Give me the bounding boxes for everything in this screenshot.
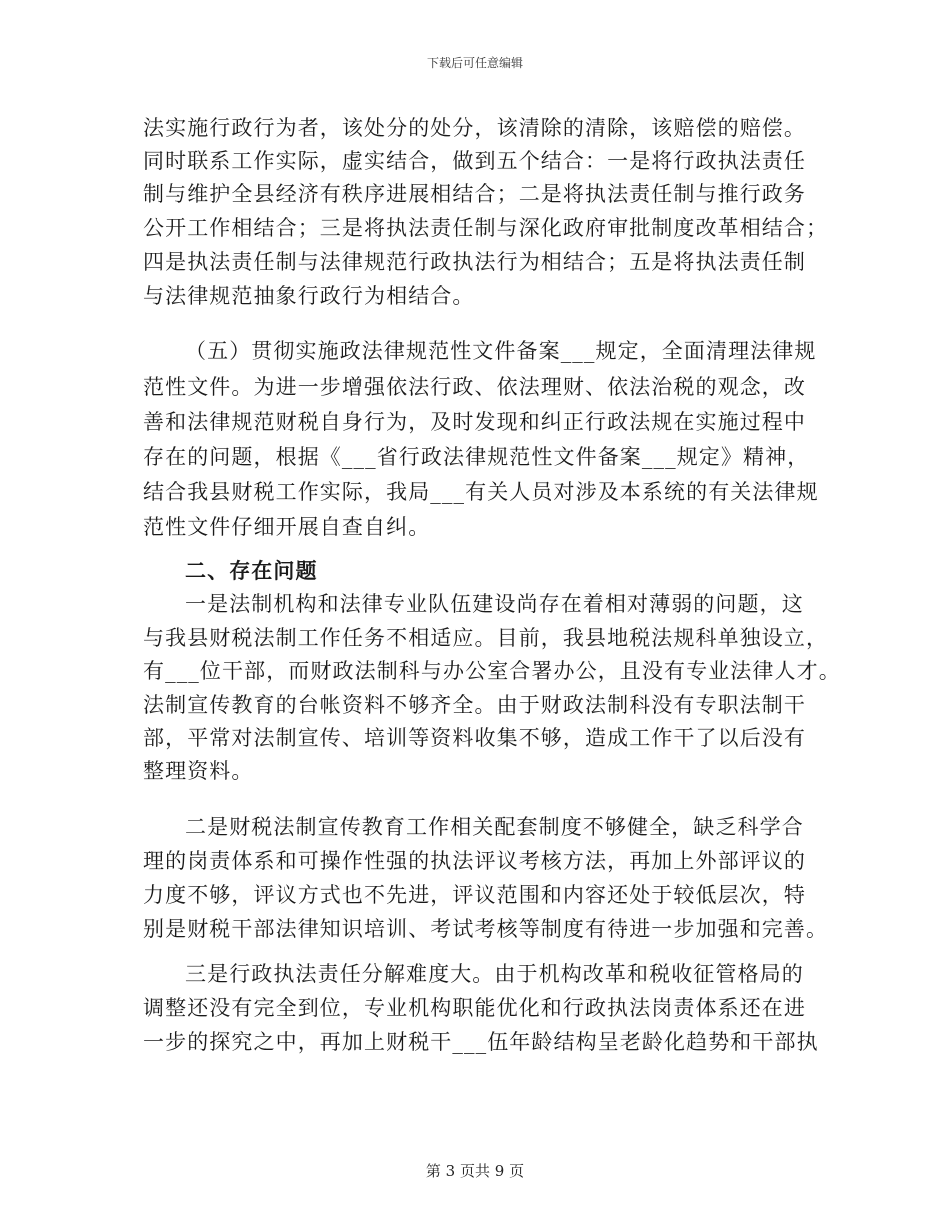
paragraph-line: 别是财税干部法律知识培训、考试考核等制度有待进一步加强和完善。	[143, 917, 829, 941]
paragraph-line: 范性文件。为进一步增强依法行政、依法理财、依法治税的观念，改	[143, 375, 806, 399]
paragraph-line: 范性文件仔细开展自查自纠。	[143, 515, 431, 539]
paragraph-line: 理的岗责体系和可操作性强的执法评议考核方法，再加上外部评议的	[143, 849, 806, 873]
paragraph-line: 善和法律规范财税自身行为，及时发现和纠正行政法规在实施过程中	[143, 410, 806, 434]
paragraph-line: 公开工作相结合；三是将执法责任制与深化政府审批制度改革相结合；	[143, 216, 829, 240]
paragraph-line: 法制宣传教育的台帐资料不够齐全。由于财政法制科没有专职法制干	[143, 693, 806, 717]
section-heading: 二、存在问题	[185, 559, 318, 583]
paragraph-line: 力度不够，评议方式也不先进，评议范围和内容还处于较低层次，特	[143, 883, 806, 907]
page-number: 第 3 页共 9 页	[425, 1162, 525, 1180]
paragraph-line: 有___位干部，而财政法制科与办公室合署办公，且没有专业法律人才。	[143, 659, 841, 683]
paragraph-line: 一是法制机构和法律专业队伍建设尚存在着相对薄弱的问题，这	[185, 592, 804, 616]
paragraph-line: 整理资料。	[143, 759, 254, 783]
paragraph-line: 与法律规范抽象行政行为相结合。	[143, 284, 475, 308]
paragraph-line: 与我县财税法制工作任务不相适应。目前，我县地税法规科单独设立，	[143, 626, 829, 650]
paragraph-line: （五）贯彻实施政法律规范性文件备案___规定，全面清理法律规	[185, 339, 817, 363]
paragraph-line: 二是财税法制宣传教育工作相关配套制度不够健全，缺乏科学合	[185, 815, 804, 839]
page-header: 下载后可任意编辑	[426, 56, 523, 70]
paragraph-line: 制与维护全县经济有秩序进展相结合；二是将执法责任制与推行政务	[143, 182, 806, 206]
paragraph-line: 结合我县财税工作实际，我局___有关人员对涉及本系统的有关法律规	[143, 480, 819, 504]
paragraph-line: 三是行政执法责任分解难度大。由于机构改革和税收征管格局的	[185, 962, 804, 986]
paragraph-line: 部，平常对法制宣传、培训等资料收集不够，造成工作干了以后没有	[143, 726, 806, 750]
paragraph-line: 调整还没有完全到位，专业机构职能优化和行政执法岗责体系还在进	[143, 996, 806, 1020]
paragraph-line: 同时联系工作实际，虚实结合，做到五个结合：一是将行政执法责任	[143, 149, 806, 173]
paragraph-line: 存在的问题，根据《___省行政法律规范性文件备案___规定》精神，	[143, 445, 810, 469]
paragraph-line: 四是执法责任制与法律规范行政执法行为相结合；五是将执法责任制	[143, 250, 806, 274]
paragraph-line: 法实施行政行为者，该处分的处分，该清除的清除，该赔偿的赔偿。	[143, 116, 806, 140]
paragraph-line: 一步的探究之中，再加上财税干___伍年龄结构呈老龄化趋势和干部执	[143, 1030, 819, 1054]
